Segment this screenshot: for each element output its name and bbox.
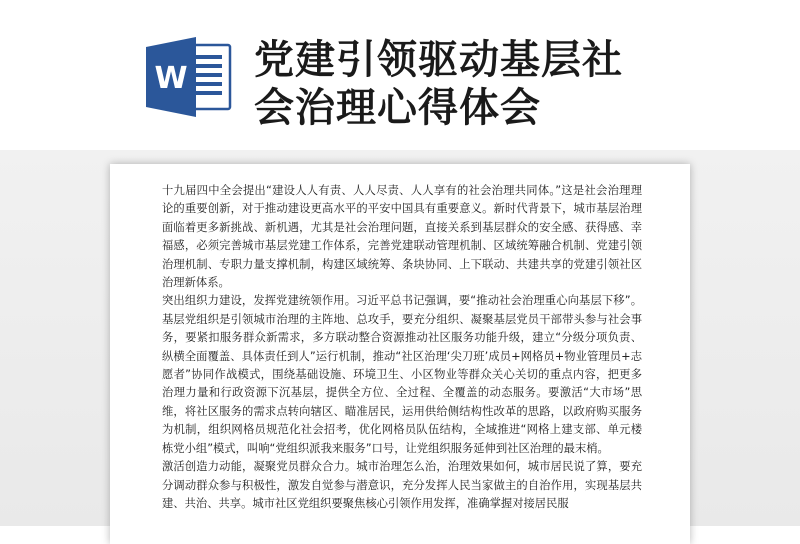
word-document-icon [144, 35, 234, 119]
svg-text:W: W [154, 61, 188, 96]
title-line-1: 党建引领驱动基层社 [254, 37, 623, 83]
title-line-2: 会治理心得体会 [254, 85, 541, 131]
paragraph: 突出组织力建设，发挥党建统领作用。习近平总书记强调，要“推动社会治理重心向基层下移”。基层党组织是引领城市治理的主阵地、总攻手，要充分组织、凝聚基层党员干部带头参与社会事务，要紧扣服务群众新需求，多方联动整合资源推动社区服务功能升级，建立“分级分项负责、纵横全面覆盖、具体责任到人”运行机制，推动“社区治理‘尖刀班’成员+网格员+物业管理员+志愿者”协同作战模式，围绕基础设施、环境卫生、小区物业等群众关心关切的重点内容，把更多治理力量和行政资源下沉基层，提供全方位、全过程、全覆盖的动态服务。要激活“大市场”思维，将社区服务的需求点转向辖区、瞄准居民，运用供给侧结构性改革的思路，以政府购买服务为机制，组织网格员规范化社会招考，优化网格员队伍结构，全域推进“网格上建支部、单元楼栋党小组”模式，叫响“党组织派我来服务”口号，让党组织服务延伸到社区治理的最末梢。 [162, 294, 642, 455]
paragraph: 激活创造力动能，凝聚党员群众合力。城市治理怎么治，治理效果如何，城市居民说了算，要充分调动群众参与积极性，激发自觉参与潜意识，充分发挥人民当家做主的自治作用，实现基层共建、共治、共享。城市社区党组织要聚焦核心引领作用发挥，准确掌握对接居民服 [162, 460, 642, 510]
page-title [254, 36, 774, 132]
document-body [162, 182, 642, 513]
paragraph: 十九届四中全会提出“建设人人有责、人人尽责、人人享有的社会治理共同体。”这是社会治理理论的重要创新，对于推动建设更高水平的平安中国具有重要意义。新时代背景下，城市基层治理面临着更多新挑战、新机遇，尤其是社会治理问题，直接关系到基层群众的安全感、获得感、幸福感，必须完善城市基层党建工作体系，完善党建联动管理机制、区域统筹融合机制、党建引领治理机制、专职力量支撑机制，构建区域统筹、条块协同、上下联动、共建共享的党建引领社区治理新体系。 [162, 184, 642, 290]
